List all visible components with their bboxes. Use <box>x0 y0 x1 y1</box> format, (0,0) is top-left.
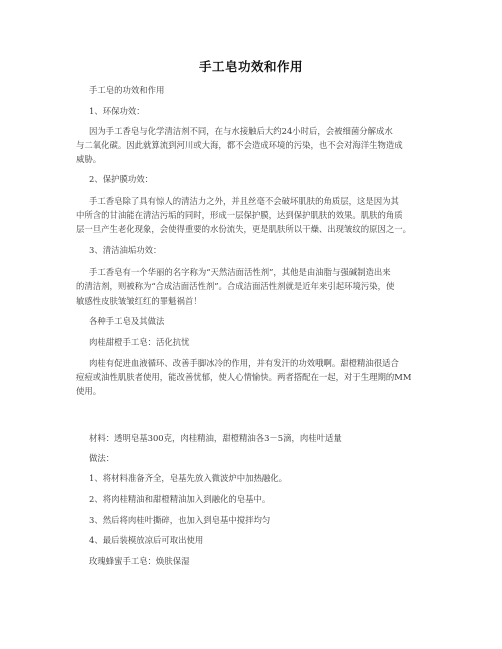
paragraph-line: 因为手工香皂与化学清洁剂不同，在与水接触后大约24小时后，会被细菌分解成水 <box>89 126 393 136</box>
section-heading: 2、保护膜功效： <box>89 174 153 184</box>
list-item: 4、最后装模放凉后可取出使用 <box>89 535 204 545</box>
paragraph-line: 与二氧化碳。因此就算流到河川或大海，都不会造成环境的污染，也不会对海洋生物造成 <box>76 140 403 150</box>
section-heading: 肉桂甜橙手工皂：活化抗忧 <box>89 337 190 347</box>
paragraph-heading: 手工皂的功效和作用 <box>89 85 165 95</box>
paragraph-line: 中所含的甘油能在清洁污垢的同时，形成一层保护膜，达到保护肌肤的效果。肌肤的角质 <box>76 210 403 220</box>
section-heading: 玫瑰蜂蜜手工皂：焕肤保湿 <box>89 556 190 566</box>
paragraph-line: 使用。 <box>76 386 102 396</box>
section-heading: 各种手工皂及其做法 <box>89 316 165 326</box>
paragraph-line: 材料：透明皂基300克，肉桂精油，甜橙精油各3－5滴，肉桂叶适量 <box>89 433 342 443</box>
paragraph-line: 肉桂有促进血液循环、改善手脚冰冷的作用，并有发汗的功效哦啊。甜橙精油很适合 <box>89 358 399 368</box>
paragraph-line: 的清洁剂，则被称为“合成洁面活性剂”。合成洁面活性剂就是近年来引起环境污染，使 <box>76 281 395 291</box>
list-item: 1、将材料准备齐全，皂基先放入微波炉中加热融化。 <box>89 473 287 483</box>
paragraph-line: 威胁。 <box>76 154 102 164</box>
section-heading: 1、环保功效： <box>89 106 145 116</box>
section-heading: 3、清洁油垢功效： <box>89 245 162 255</box>
section-heading: 做法： <box>89 453 115 463</box>
paragraph-line: 痘痘或油性肌肤者使用，能改善忧郁，使人心情愉快。两者搭配在一起，对于生理期的MM <box>76 372 412 382</box>
list-item: 2、将肉桂精油和甜橙精油加入到融化的皂基中。 <box>89 494 271 504</box>
page-title: 手工皂功效和作用 <box>198 59 303 74</box>
paragraph-line: 敏感性皮肤皱皱红红的罪魁祸首！ <box>76 296 202 306</box>
paragraph-line: 层一旦产生老化现象，会使得重要的水份流失，更是肌肤所以干燥、出现皱纹的原因之一。 <box>76 224 411 234</box>
paragraph-line: 手工香皂有一个华丽的名字称为“天然洁面活性剂”，其他是由油脂与强碱制造出来 <box>89 267 391 277</box>
paragraph-line: 手工香皂除了具有惊人的清洁力之外，并且丝毫不会破坏肌肤的角质层，这是因为其 <box>89 196 399 206</box>
list-item: 3、然后将肉桂叶撕碎，也加入到皂基中搅拌均匀 <box>89 515 271 525</box>
